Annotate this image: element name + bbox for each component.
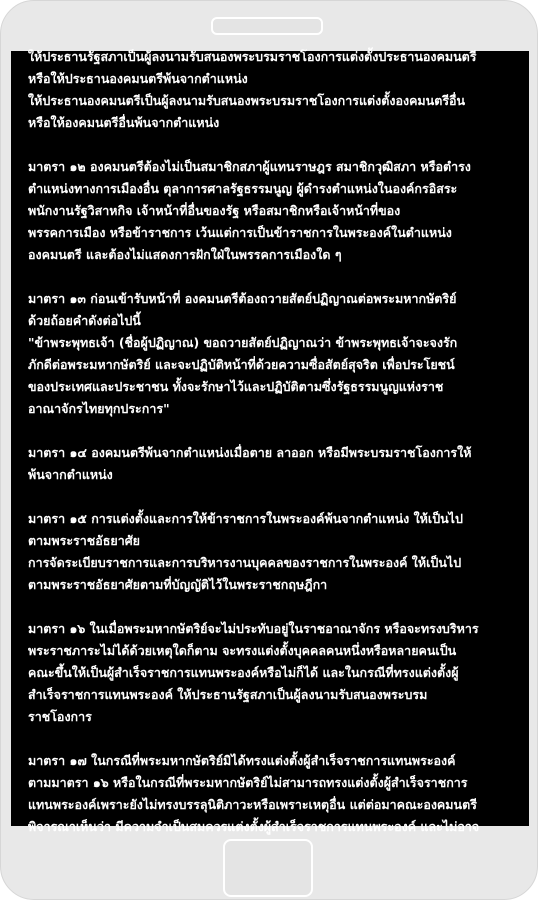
text-line: หรือให้องคมนตรีอื่นพ้นจากตำแหน่ง [28, 115, 220, 130]
text-line: ตามพระราชอัธยาศัย [28, 533, 140, 548]
text-line: การจัดระเบียบราชการและการบริหารงานบุคคลของราชการในพระองค์ ให้เป็นไป [28, 555, 462, 570]
text-line: พระราชภาระไม่ได้ด้วยเหตุใดก็ตาม จะทรงแต่งตั้งบุคคลคนหนึ่งหรือหลายคนเป็น [28, 643, 457, 658]
text-line: ตำแหน่งทางการเมืองอื่น ตุลาการศาลรัฐธรรมนูญ ผู้ดำรงตำแหน่งในองค์กรอิสระ [28, 181, 458, 196]
paragraph-section-13 [28, 288, 516, 420]
paragraph-section-14 [28, 442, 516, 486]
text-line: พนักงานรัฐวิสาหกิจ เจ้าหน้าที่อื่นของรัฐ หรือสมาชิกหรือเจ้าหน้าที่ของ [28, 203, 401, 218]
text-line: มาตรา ๑๗ ในกรณีที่พระมหากษัตริย์มิได้ทรงแต่งตั้งผู้สำเร็จราชการแทนพระองค์ [28, 753, 456, 768]
paragraph-section-17 [28, 750, 516, 838]
text-line: ของประเทศและประชาชน ทั้งจะรักษาไว้และปฏิบัติตามซึ่งรัฐธรรมนูญแห่งราช [28, 379, 444, 394]
text-line: ตามมาตรา ๑๖ หรือในกรณีที่พระมหากษัตริย์ไม่สามารถทรงแต่งตั้งผู้สำเร็จราชการ [28, 775, 468, 790]
text-line: มาตรา ๑๔ องคมนตรีพ้นจากตำแหน่งเมื่อตาย ลาออก หรือมีพระบรมราชโองการให้ [28, 445, 472, 460]
speaker-slot [211, 17, 323, 35]
text-line: ภักดีต่อพระมหากษัตริย์ และจะปฏิบัติหน้าที่ด้วยความซื่อสัตย์สุจริต เพื่อประโยชน์ [28, 357, 455, 372]
screen[interactable] [11, 49, 529, 834]
text-line: ตามพระราชอัธยาศัยตามที่บัญญัติไว้ในพระราชกฤษฎีกา [28, 577, 328, 592]
document-text [28, 46, 516, 860]
text-line: องคมนตรี และต้องไม่แสดงการฝักใฝ่ในพรรคการเมืองใด ๆ [28, 247, 342, 262]
text-line: หรือให้ประธานองคมนตรีพ้นจากตำแหน่ง [28, 71, 248, 86]
text-line: ด้วยถ้อยคำดังต่อไปนี้ [28, 313, 141, 328]
text-line: สำเร็จราชการแทนพระองค์ ให้ประธานรัฐสภาเป็นผู้ลงนามรับสนองพระบรม [28, 687, 428, 702]
text-line: ให้ประธานรัฐสภาเป็นผู้ลงนามรับสนองพระบรมราชโองการแต่งตั้งประธานองคมนตรี [28, 49, 477, 64]
text-line: มาตรา ๑๒ องคมนตรีต้องไม่เป็นสมาชิกสภาผู้แทนราษฎร สมาชิกวุฒิสภา หรือตำรง [28, 159, 471, 174]
text-line: ราชโองการ [28, 709, 92, 724]
text-line: ให้ประธานองคมนตรีเป็นผู้ลงนามรับสนองพระบรมราชโองการแต่งตั้งองคมนตรีอื่น [28, 93, 466, 108]
text-line: คณะขึ้นให้เป็นผู้สำเร็จราชการแทนพระองค์หรือไม่ก็ได้ และในกรณีที่ทรงแต่งตั้งผู้ [28, 665, 459, 680]
paragraph-section-16 [28, 618, 516, 728]
text-line: "ข้าพระพุทธเจ้า (ชื่อผู้ปฏิญาณ) ขอถวายสัตย์ปฏิญาณว่า ข้าพระพุทธเจ้าจะจงรัก [28, 335, 458, 350]
home-button[interactable] [223, 839, 313, 897]
text-line: พ้นจากตำแหน่ง [28, 467, 113, 482]
paragraph-section-15 [28, 508, 516, 596]
text-line: มาตรา ๑๖ ในเมื่อพระมหากษัตริย์จะไม่ประทับอยู่ในราชอาณาจักร หรือจะทรงบริหาร [28, 621, 479, 636]
text-line: พรรคการเมือง หรือข้าราชการ เว้นแต่การเป็นข้าราชการในพระองค์ในตำแหน่ง [28, 225, 452, 240]
text-line: พิจารณาเห็นว่า มีความจำเป็นสมควรแต่งตั้งผู้สำเร็จราชการแทนพระองค์ และไม่อาจ [28, 819, 480, 834]
text-line: มาตรา ๑๓ ก่อนเข้ารับหน้าที่ องคมนตรีต้องถวายสัตย์ปฏิญาณต่อพระมหากษัตริย์ [28, 291, 457, 306]
paragraph-section-12 [28, 156, 516, 266]
text-line: แทนพระองค์เพราะยังไม่ทรงบรรลุนิติภาวะหรือเพราะเหตุอื่น แต่ต่อมาคณะองคมนตรี [28, 797, 477, 812]
text-line: มาตรา ๑๕ การแต่งตั้งและการให้ข้าราชการในพระองค์พ้นจากตำแหน่ง ให้เป็นไป [28, 511, 463, 526]
paragraph-section-11 [28, 46, 516, 134]
text-line: อาณาจักรไทยทุกประการ" [28, 401, 170, 416]
